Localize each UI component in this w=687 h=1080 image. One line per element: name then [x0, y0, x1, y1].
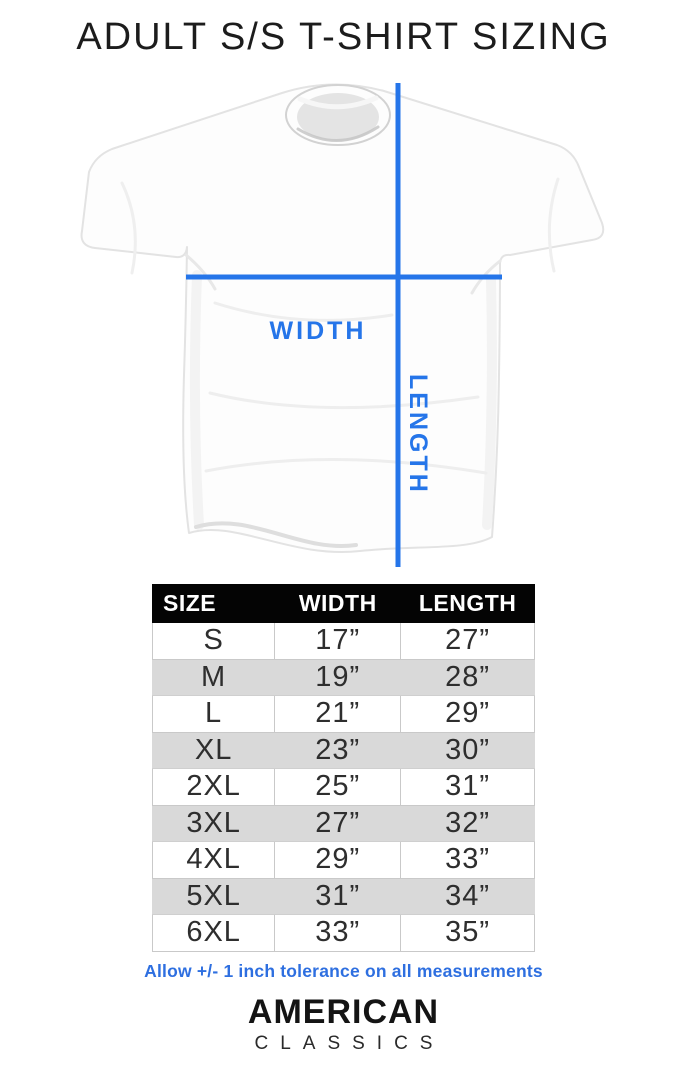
width-cell: 29”: [275, 842, 401, 879]
size-cell: 3XL: [153, 805, 275, 842]
width-cell: 19”: [275, 659, 401, 696]
size-table-body: [153, 623, 535, 952]
width-cell: 21”: [275, 696, 401, 733]
length-cell: 31”: [401, 769, 535, 806]
length-cell: 33”: [401, 842, 535, 879]
page-title: ADULT S/S T-SHIRT SIZING: [76, 16, 611, 58]
size-cell: M: [153, 659, 275, 696]
width-cell: 25”: [275, 769, 401, 806]
length-cell: 34”: [401, 878, 535, 915]
size-cell: XL: [153, 732, 275, 769]
length-cell: 32”: [401, 805, 535, 842]
tolerance-note: Allow +/- 1 inch tolerance on all measurements: [144, 961, 543, 981]
length-cell: 35”: [401, 915, 535, 952]
width-measure-label: WIDTH: [269, 317, 367, 345]
column-header-size: SIZE: [153, 585, 275, 623]
table-row: [153, 623, 535, 660]
table-row: [153, 769, 535, 806]
table-row: [153, 732, 535, 769]
tshirt-diagram: [0, 75, 687, 580]
table-row: [153, 696, 535, 733]
length-cell: 30”: [401, 732, 535, 769]
width-cell: 31”: [275, 878, 401, 915]
brand-logo: [0, 995, 687, 1053]
size-cell: 2XL: [153, 769, 275, 806]
length-cell: 29”: [401, 696, 535, 733]
table-row: [153, 842, 535, 879]
length-cell: 28”: [401, 659, 535, 696]
table-row: [153, 805, 535, 842]
brand-subname: CLASSICS: [254, 1033, 445, 1054]
width-cell: 23”: [275, 732, 401, 769]
width-cell: 33”: [275, 915, 401, 952]
brand-name: AMERICAN: [247, 993, 440, 1031]
table-row: [153, 915, 535, 952]
size-cell: 6XL: [153, 915, 275, 952]
length-measure-label: LENGTH: [404, 374, 432, 495]
column-header-length: LENGTH: [401, 585, 535, 623]
size-cell: S: [153, 623, 275, 660]
width-cell: 27”: [275, 805, 401, 842]
table-row: [153, 878, 535, 915]
table-row: [153, 659, 535, 696]
column-header-width: WIDTH: [275, 585, 401, 623]
width-cell: 17”: [275, 623, 401, 660]
size-table: [152, 584, 535, 952]
size-cell: L: [153, 696, 275, 733]
length-cell: 27”: [401, 623, 535, 660]
size-cell: 5XL: [153, 878, 275, 915]
size-cell: 4XL: [153, 842, 275, 879]
table-header-row: [153, 585, 535, 623]
